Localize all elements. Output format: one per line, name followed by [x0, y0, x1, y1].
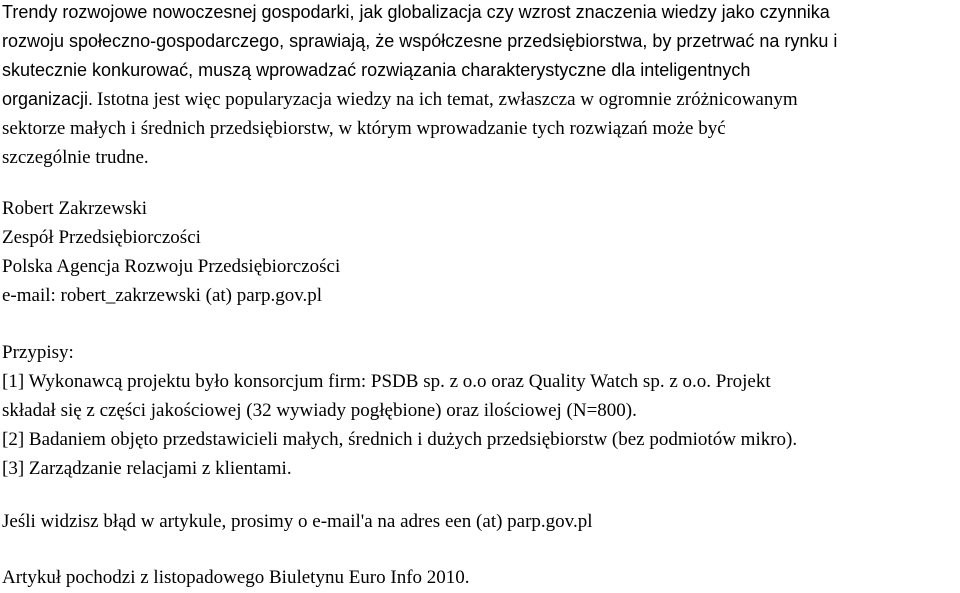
footnote-text: Badaniem objęto przedstawicieli małych, średnich i dużych przedsiębiorstw (bez podmiotów mikro). — [24, 429, 798, 450]
author-team: Zespół Przedsiębiorczości — [2, 227, 201, 248]
main-line: szczególnie trudne. — [2, 147, 149, 168]
footnote-text: Wykonawcą projektu było konsorcjum firm: PSDB sp. z o.o oraz Quality Watch sp. z o.o. Projekt — [24, 371, 771, 392]
source-note — [2, 563, 956, 592]
footnote-2 — [2, 425, 956, 454]
footnote-1 — [2, 367, 956, 396]
error-note — [2, 507, 956, 536]
source-note-text: Artykuł pochodzi z listopadowego Biuletynu Euro Info 2010. — [2, 567, 470, 588]
footnotes-block — [2, 338, 956, 483]
footnote-ref[interactable]: [3] — [2, 458, 25, 479]
intro-line: organizacji. — [2, 89, 94, 109]
mixed-line — [2, 85, 956, 114]
footnote-3 — [2, 454, 956, 483]
footnote-ref[interactable]: [1] — [2, 371, 25, 392]
footnotes-heading: Przypisy: — [2, 342, 74, 363]
author-email: e-mail: robert_zakrzewski (at) parp.gov.pl — [2, 285, 323, 306]
footnote-1-continued: składał się z części jakościowej (32 wywiady pogłębione) oraz ilościowej (N=800). — [2, 400, 637, 421]
author-block — [2, 194, 956, 310]
main-paragraph-start: Istotna jest więc popularyzacja wiedzy na ich temat, zwłaszcza w ogromnie zróżnicowanym — [97, 89, 798, 110]
intro-line: rozwoju społeczno-gospodarczego, sprawiają, że współczesne przedsiębiorstwa, by przetrwać na rynku i — [2, 31, 838, 51]
footnote-ref[interactable]: [2] — [2, 429, 25, 450]
main-line: sektorze małych i średnich przedsiębiorstw, w którym wprowadzanie tych rozwiązań może być — [2, 118, 726, 139]
author-name: Robert Zakrzewski — [2, 198, 148, 219]
intro-line: skutecznie konkurować, muszą wprowadzać rozwiązania charakterystyczne dla inteligentnych — [2, 60, 751, 80]
intro-line: Trendy rozwojowe nowoczesnej gospodarki, jak globalizacja czy wzrost znaczenia wiedzy jako czynnika — [2, 2, 830, 22]
author-agency: Polska Agencja Rozwoju Przedsiębiorczości — [2, 256, 341, 277]
footnote-text: Zarządzanie relacjami z klientami. — [24, 458, 292, 479]
intro-paragraph — [2, 0, 956, 172]
error-note-text: Jeśli widzisz błąd w artykule, prosimy o e-mail'a na adres een (at) parp.gov.pl — [2, 511, 593, 532]
